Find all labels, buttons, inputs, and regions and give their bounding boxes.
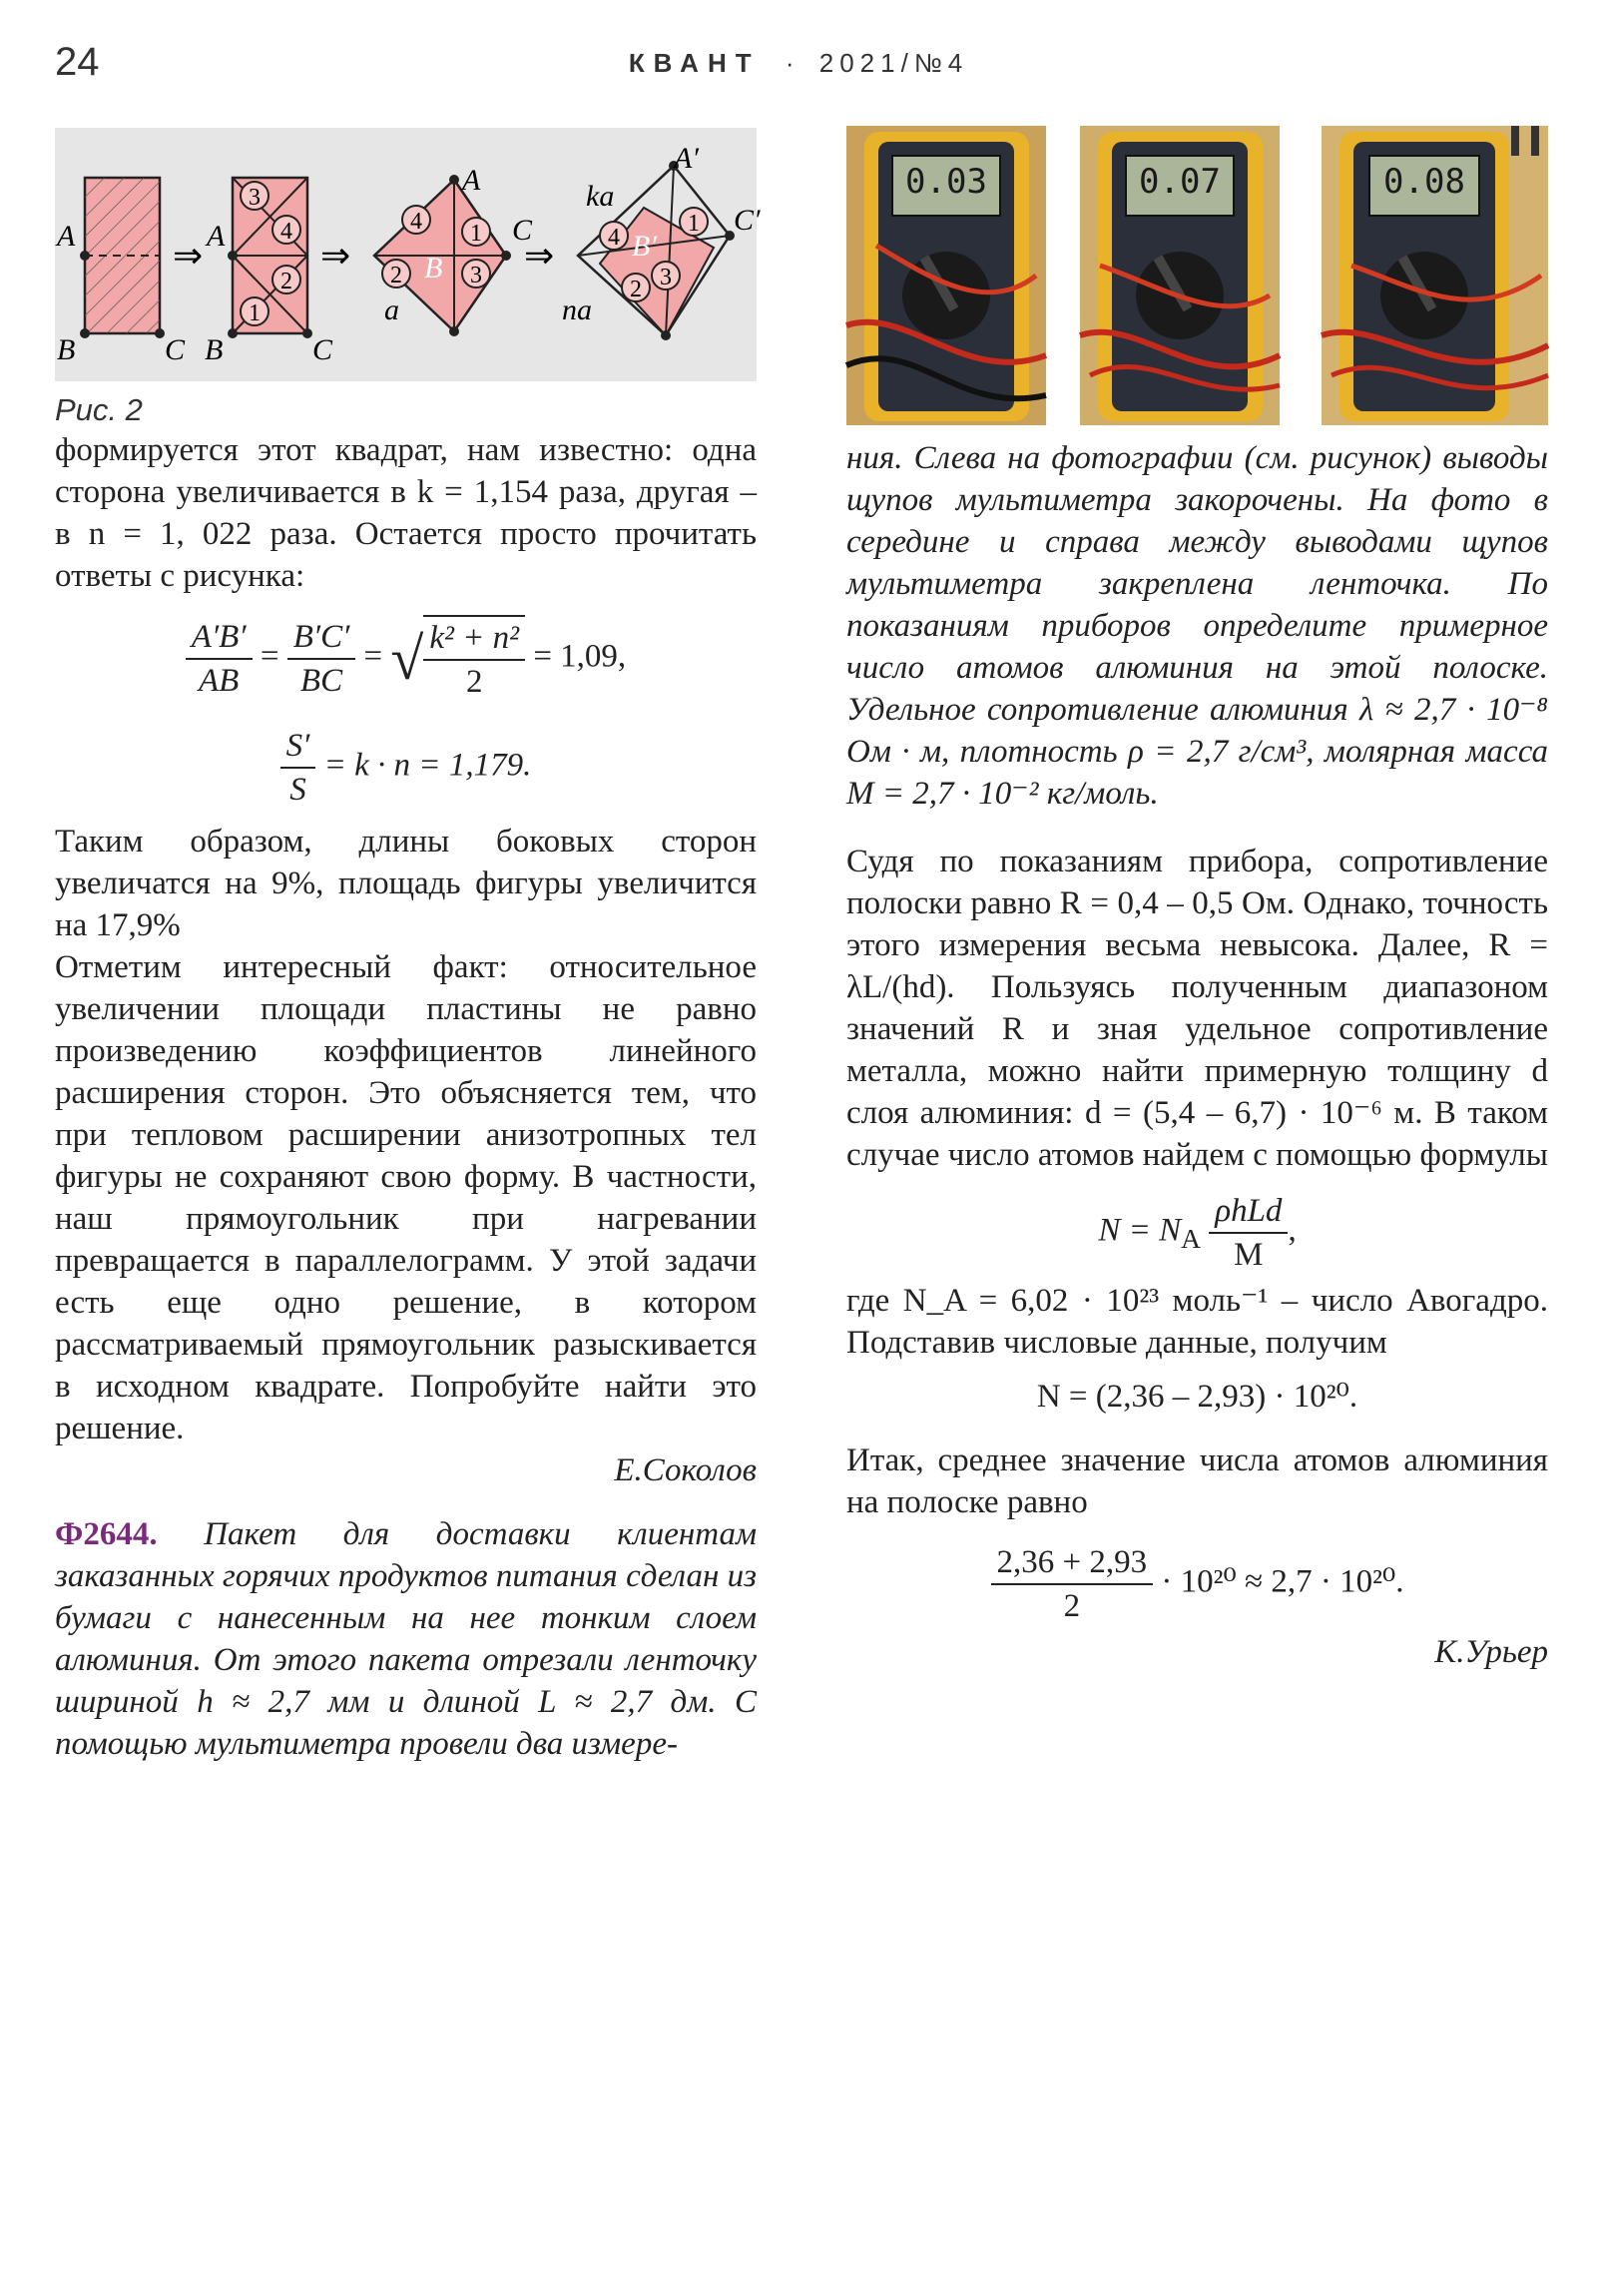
svg-text:3: 3 bbox=[249, 185, 261, 211]
svg-text:A: A bbox=[207, 220, 226, 253]
fraction: $\frac{B'C'}{BC}$ bbox=[287, 616, 356, 702]
arrow-2: ⇒ bbox=[320, 236, 351, 276]
equation-mean: $\frac{2,36 + 2,93}{2}$ · 10²⁰ ≈ 2,7 · 10²⁰. bbox=[846, 1541, 1548, 1631]
svg-text:4: 4 bbox=[410, 209, 422, 235]
svg-text:4: 4 bbox=[280, 219, 292, 245]
svg-text:B: B bbox=[424, 252, 443, 285]
svg-text:na: na bbox=[562, 293, 592, 326]
right-column bbox=[846, 437, 1548, 1673]
fraction: $\frac{2,36 + 2,93}{2}$ bbox=[991, 1541, 1154, 1627]
problem-statement: Ф2644. Пакет для доставки клиентам заказанных горячих продуктов питания сделан из бумаги с нанесенным на нее тонким слоем алюминия. От этого пакета отрезали ленточку шириной h ≈ 2,7 мм и длиной L ≈ 2,7 дм. С помощью мультиметра провели два измере- bbox=[55, 1516, 758, 1762]
svg-text:C: C bbox=[512, 214, 533, 247]
label-B: B bbox=[57, 333, 76, 366]
paragraph: формируется этот квадрат, нам известно: одна сторона увеличивается в k = 1,154 раза, другая – в n = 1, 022 раза. Остается просто прочитать ответы с рисунка: bbox=[55, 432, 757, 594]
shape-rectangle bbox=[55, 178, 186, 366]
svg-text:C: C bbox=[312, 333, 333, 366]
equation-atoms: $N = N_A$ $\frac{\text{ρhLd}}{M}$ , bbox=[846, 1190, 1548, 1280]
fraction: $\frac{A'B'}{AB}$ bbox=[186, 616, 253, 702]
page-number: 24 bbox=[55, 40, 100, 84]
arrow-3: ⇒ bbox=[524, 236, 555, 276]
svg-text:1: 1 bbox=[470, 221, 482, 247]
multimeter-photos bbox=[846, 126, 1548, 425]
figure-2 bbox=[55, 128, 761, 381]
label-C: C bbox=[165, 333, 186, 366]
paragraph: Таким образом, длины боковых сторон увеличатся на 9%, площадь фигуры увеличится на 17,9% bbox=[55, 824, 757, 943]
svg-text:3: 3 bbox=[470, 263, 482, 288]
svg-text:B: B bbox=[205, 333, 224, 366]
shape-rhombus bbox=[374, 164, 533, 336]
arrow-1: ⇒ bbox=[173, 236, 204, 276]
figure-caption: Рис. 2 bbox=[55, 392, 143, 427]
svg-text:a: a bbox=[384, 293, 399, 326]
paragraph: Судя по показаниям прибора, сопротивление полоски равно R = 0,4 – 0,5 Ом. Однако, точность этого измерения весьма невысока. Далее, R = λL/(hd). Пользуясь полученным диапазоном значений R и зная удельное сопротивление металла, можно найти примерную толщину d слоя алюминия: d = (5,4 – 6,7) · 10⁻⁶ м. В таком случае число атомов найдем с помощью формулы bbox=[846, 844, 1548, 1173]
multimeter-photo bbox=[1322, 126, 1548, 425]
equation-ratio: $\frac{A'B'}{AB}$ = $\frac{B'C'}{BC}$ = √ $\frac{\text{k² + n²}}{2}$ = 1,09, bbox=[55, 615, 757, 711]
left-column bbox=[55, 429, 757, 1765]
label-A: A bbox=[57, 220, 76, 253]
svg-text:2: 2 bbox=[630, 277, 642, 302]
multimeter-reading: 0.03 bbox=[905, 162, 987, 202]
issue-number: 2021/№4 bbox=[818, 48, 969, 78]
svg-text:C′: C′ bbox=[734, 204, 761, 237]
svg-text:B′: B′ bbox=[632, 230, 657, 263]
sqrt-fraction: $\frac{\text{k² + n²}}{2}$ bbox=[423, 615, 525, 703]
shape-divided-rectangle bbox=[205, 178, 333, 366]
running-header bbox=[0, 48, 1597, 79]
problem-continuation: ния. Слева на фотографии (см. рисунок) выводы щупов мультиметра закорочены. На фото в середине и справа между выводами щупов мультиметра закреплена ленточка. По показаниям приборов определите примерное число атомов алюминия на этой полоске. Удельное сопротивление алюминия λ ≈ 2,7 · 10⁻⁸ Ом · м, плотность ρ = 2,7 г/см³, молярная масса M = 2,7 · 10⁻² кг/моль. bbox=[846, 440, 1548, 812]
author-signature: Е.Соколов bbox=[614, 1452, 757, 1488]
svg-text:3: 3 bbox=[660, 265, 672, 290]
svg-text:4: 4 bbox=[608, 225, 620, 251]
shape-parallelogram bbox=[562, 142, 761, 340]
multimeter-photo bbox=[1080, 126, 1280, 425]
svg-text:A′: A′ bbox=[674, 142, 699, 175]
equation-area: $\frac{S'}{S}$ = k · n = 1,179. bbox=[55, 725, 757, 811]
paragraph: где N_A = 6,02 · 10²³ моль⁻¹ – число Авогадро. Подставив числовые данные, получим bbox=[846, 1283, 1548, 1361]
multimeter-photo bbox=[846, 126, 1046, 425]
multimeter-reading: 0.08 bbox=[1383, 162, 1465, 202]
paragraph: Отметим интересный факт: относительное увеличении площади пластины не равно произведению коэффициентов линейного расширения сторон. Это объясняется тем, что при тепловом расширении анизотропных тел фигуры не сохраняют свою форму. В частности, наш прямоугольник при нагревании превращается в параллелограмм. У этой задачи есть еще одно решение, в котором рассматриваемый прямоугольник разыскивается в исходном квадрате. Попробуйте найти это решение. bbox=[55, 949, 757, 1446]
fraction: $\frac{S'}{S}$ bbox=[280, 725, 316, 811]
multimeter-reading: 0.07 bbox=[1139, 162, 1221, 202]
svg-text:ka: ka bbox=[586, 180, 615, 213]
author-signature: К.Урьер bbox=[1434, 1634, 1548, 1670]
fraction: $\frac{\text{ρhLd}}{M}$ bbox=[1209, 1190, 1288, 1276]
header-separator: · bbox=[785, 48, 795, 78]
problem-number: Ф2644. bbox=[55, 1516, 158, 1552]
journal-title: КВАНТ bbox=[628, 48, 761, 78]
svg-text:2: 2 bbox=[390, 263, 402, 288]
svg-text:A: A bbox=[462, 164, 481, 197]
figure-2-diagram bbox=[55, 128, 761, 381]
equation-range: N = (2,36 – 2,93) · 10²⁰. bbox=[1036, 1379, 1358, 1415]
svg-text:1: 1 bbox=[688, 211, 700, 237]
svg-text:2: 2 bbox=[280, 269, 292, 294]
svg-text:1: 1 bbox=[249, 300, 261, 326]
paragraph: Итак, среднее значение числа атомов алюминия на полоске равно bbox=[846, 1442, 1548, 1520]
